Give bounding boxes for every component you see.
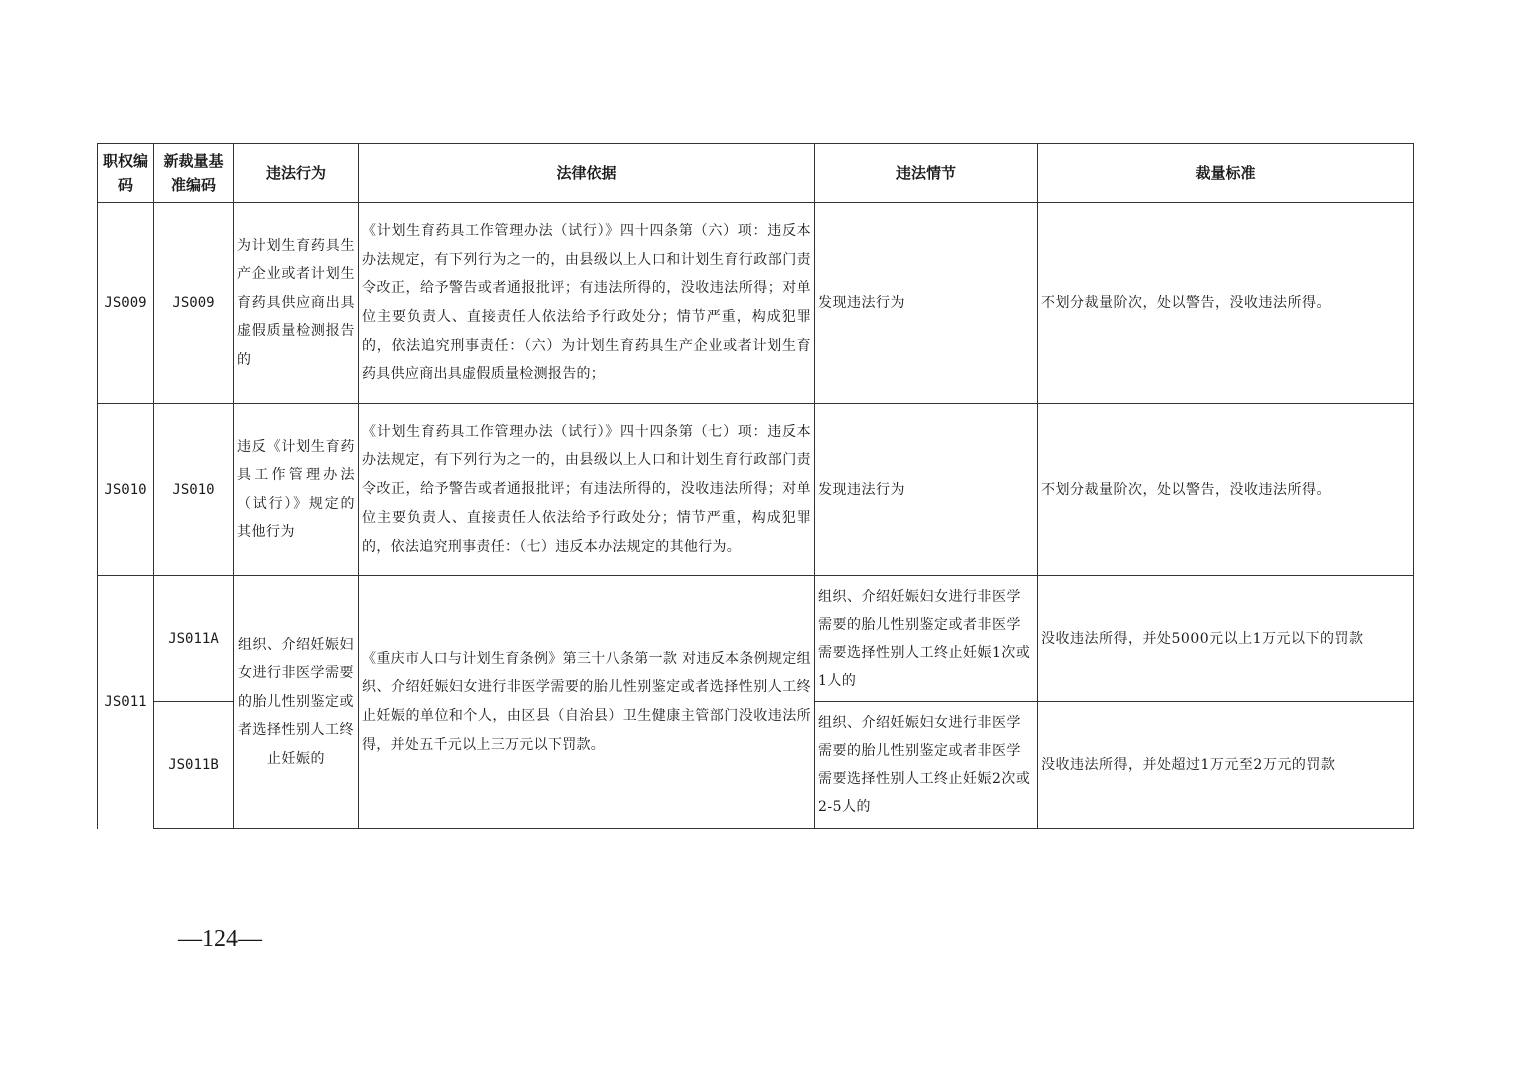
cell-legal-basis: 《计划生育药具工作管理办法（试行）》四十四条第（六）项：违反本办法规定，有下列行为之一的，由县级以上人口和计划生育行政部门责令改正，给予警告或者通报批评；有违法所得的，没收违法所得；对单位主要负责人、直接责任人依法给予行政处分；情节严重，构成犯罪的，依法追究刑事责任：（六）为计划生育药具生产企业或者计划生育药具供应商出具虚假质量检测报告的； (359, 203, 815, 404)
table-row (98, 404, 1414, 576)
cell-circumstance: 组织、介绍妊娠妇女进行非医学需要的胎儿性别鉴定或者非医学需要选择性别人工终止妊娠1次或1人的 (815, 576, 1038, 702)
cell-standard: 没收违法所得，并处5000元以上1万元以下的罚款 (1038, 576, 1414, 702)
page-number: —124— (178, 926, 262, 952)
table-row (98, 203, 1414, 404)
cell-standard: 不划分裁量阶次，处以警告，没收违法所得。 (1038, 203, 1414, 404)
table-header-row (98, 144, 1414, 203)
cell-circumstance: 发现违法行为 (815, 203, 1038, 404)
cell-power-code: JS010 (98, 404, 154, 576)
header-legal-basis: 法律依据 (359, 144, 815, 203)
cell-new-code: JS009 (154, 203, 234, 404)
header-circumstance: 违法情节 (815, 144, 1038, 203)
cell-violation: 组织、介绍妊娠妇女进行非医学需要的胎儿性别鉴定或者选择性别人工终止妊娠的 (234, 576, 359, 829)
cell-standard: 不划分裁量阶次，处以警告，没收违法所得。 (1038, 404, 1414, 576)
header-new-code: 新裁量基准编码 (154, 144, 234, 203)
cell-violation: 违反《计划生育药具工作管理办法（试行）》规定的其他行为 (234, 404, 359, 576)
header-violation: 违法行为 (234, 144, 359, 203)
header-power-code: 职权编码 (98, 144, 154, 203)
cell-power-code: JS011 (98, 576, 154, 829)
table-row (98, 576, 1414, 702)
discretion-standards-table (97, 143, 1414, 829)
cell-circumstance: 组织、介绍妊娠妇女进行非医学需要的胎儿性别鉴定或者非医学需要选择性别人工终止妊娠2次或2-5人的 (815, 702, 1038, 829)
cell-legal-basis: 《重庆市人口与计划生育条例》第三十八条第一款 对违反本条例规定组织、介绍妊娠妇女进行非医学需要的胎儿性别鉴定或者选择性别人工终止妊娠的单位和个人，由区县（自治县）卫生健康主管部门没收违法所得，并处五千元以上三万元以下罚款。 (359, 576, 815, 829)
cell-legal-basis: 《计划生育药具工作管理办法（试行）》四十四条第（七）项：违反本办法规定，有下列行为之一的，由县级以上人口和计划生育行政部门责令改正，给予警告或者通报批评；有违法所得的，没收违法所得；对单位主要负责人、直接责任人依法给予行政处分；情节严重，构成犯罪的，依法追究刑事责任：（七）违反本办法规定的其他行为。 (359, 404, 815, 576)
cell-new-code: JS011A (154, 576, 234, 702)
cell-new-code: JS011B (154, 702, 234, 829)
cell-new-code: JS010 (154, 404, 234, 576)
cell-standard: 没收违法所得，并处超过1万元至2万元的罚款 (1038, 702, 1414, 829)
cell-violation: 为计划生育药具生产企业或者计划生育药具供应商出具虚假质量检测报告的 (234, 203, 359, 404)
cell-circumstance: 发现违法行为 (815, 404, 1038, 576)
header-standard: 裁量标准 (1038, 144, 1414, 203)
cell-power-code: JS009 (98, 203, 154, 404)
